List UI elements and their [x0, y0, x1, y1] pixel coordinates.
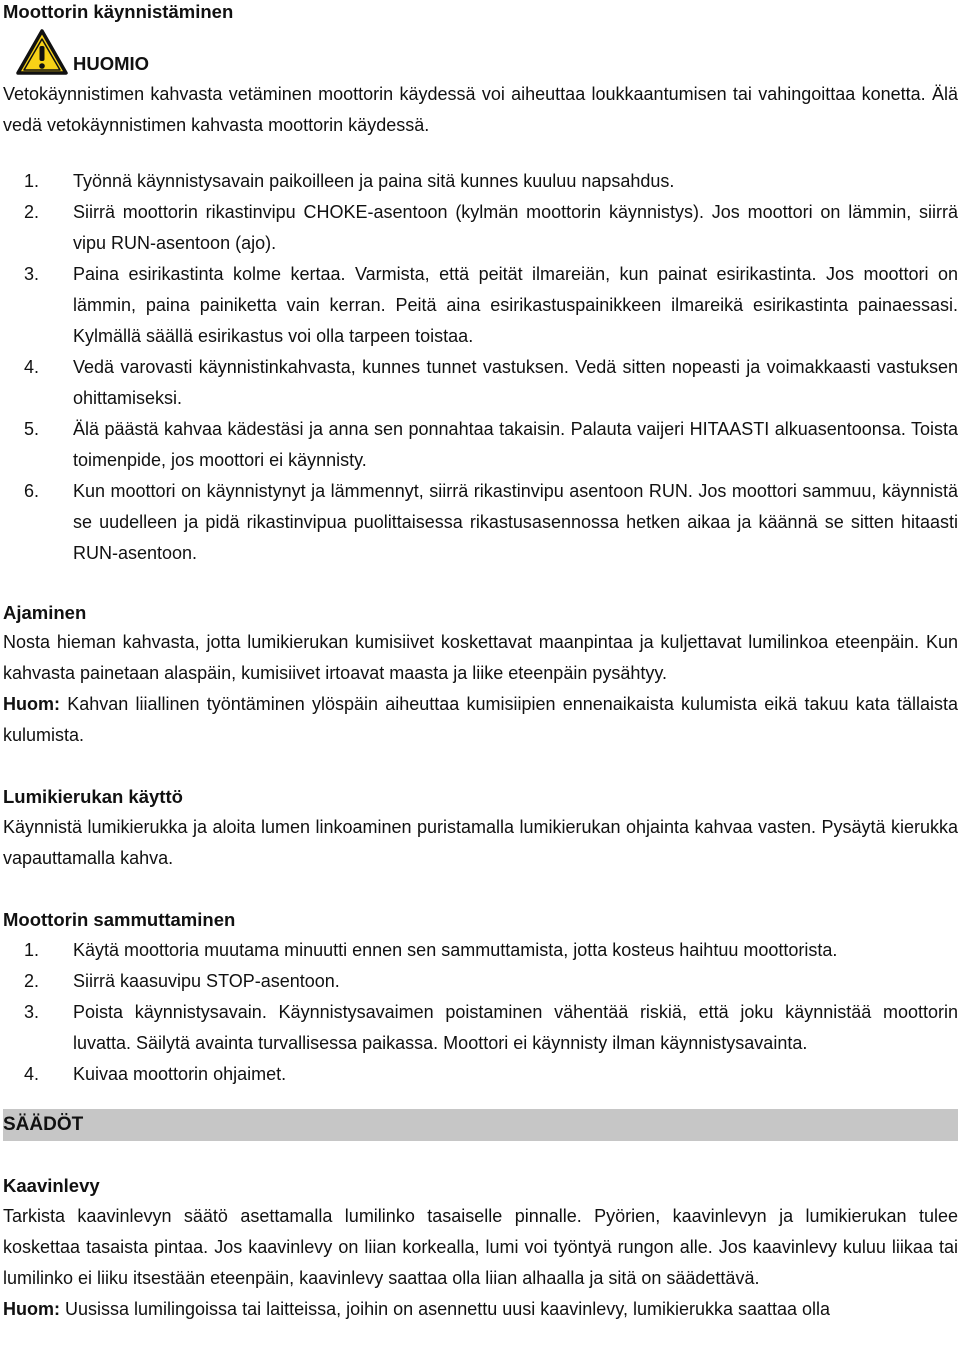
- step-number: 1.: [23, 171, 39, 191]
- warning-triangle-icon: [15, 28, 69, 76]
- warning-text: Vetokäynnistimen kahvasta vetäminen moottorin käydessä voi aiheuttaa loukkaantumisen tai vahingoittaa konetta. Älä vedä vetokäynnistimen kahvasta moottorin käydessä.: [3, 84, 958, 135]
- manual-page: [3, 0, 958, 1325]
- list-item: [3, 197, 958, 259]
- start-steps-list: [3, 166, 958, 569]
- step-number: 5.: [23, 419, 39, 439]
- step-text: Siirrä moottorin rikastinvipu CHOKE-asentoon (kylmän moottorin käynnistys). Jos moottori on lämmin, siirrä vipu RUN-asentoon (ajo).: [73, 202, 958, 253]
- warning-label: HUOMIO: [73, 53, 150, 74]
- step-text: Kun moottori on käynnistynyt ja lämmennyt, siirrä rikastinvipu asentoon RUN. Jos moottori sammuu, käynnistä se uudelleen ja pidä rikastinvipua puolittaisessa rikastusasennossa hetken aikaa ja käännä se sitten hitaasti RUN-asentoon.: [73, 481, 958, 563]
- auger-heading: Lumikierukan käyttö: [3, 786, 183, 807]
- step-text: Älä päästä kahvaa kädestäsi ja anna sen ponnahtaa takaisin. Palauta vaijeri HITAASTI alkuasentoonsa. Toista toimenpide, jos moottori ei käynnisty.: [73, 419, 958, 470]
- step-text: Kuivaa moottorin ohjaimet.: [73, 1064, 287, 1084]
- step-number: 6.: [23, 481, 39, 501]
- scraper-text: Tarkista kaavinlevyn säätö asettamalla lumilinko tasaiselle pinnalle. Pyörien, kaavinlevyn ja lumikierukan tulee koskettaa tasaista pintaa. Jos kaavinlevy on liian korkealla, lumi voi työntyä rungon alle. Jos kaavinlevy kuluu liikaa tai lumilinko ei liiku itsestään eteenpäin, kaavinlevy saattaa olla liian alhaalla ja sitä on säädettävä.: [3, 1206, 958, 1288]
- shutdown-steps-list: [3, 935, 958, 1090]
- shutdown-heading: Moottorin sammuttaminen: [3, 909, 236, 930]
- driving-note: [3, 689, 958, 751]
- note-text: Kahvan liiallinen työntäminen ylöspäin aiheuttaa kumisiipien ennenaikaista kulumista eikä takuu kata tällaista kulumista.: [3, 694, 958, 745]
- list-item: [3, 935, 958, 966]
- note-label: Huom:: [3, 1299, 60, 1319]
- step-text: Käytä moottoria muutama minuutti ennen sen sammuttamista, jotta kosteus haihtuu moottorista.: [73, 940, 838, 960]
- note-label: Huom:: [3, 694, 60, 714]
- list-item: [3, 966, 958, 997]
- step-number: 4.: [23, 1064, 39, 1084]
- step-text: Työnnä käynnistysavain paikoilleen ja paina sitä kunnes kuuluu napsahdus.: [73, 171, 675, 191]
- note-text: Uusissa lumilingoissa tai laitteissa, joihin on asennettu uusi kaavinlevy, lumikierukka saattaa olla: [60, 1299, 831, 1319]
- list-item: [3, 259, 958, 352]
- list-item: [3, 414, 958, 476]
- step-text: Paina esirikastinta kolme kertaa. Varmista, että peität ilmareiän, kun painat esirikastinta. Jos moottori on lämmin, paina painiketta vain kerran. Peitä aina esirikastuspainikkeen ilmareikä esirikastinta painaessasi. Kylmällä säällä esirikastus voi olla tarpeen toistaa.: [73, 264, 958, 346]
- list-item: [3, 352, 958, 414]
- step-number: 4.: [23, 357, 39, 377]
- driving-heading: Ajaminen: [3, 602, 87, 623]
- list-item: [3, 1059, 958, 1090]
- step-number: 3.: [23, 1002, 39, 1022]
- step-number: 3.: [23, 264, 39, 284]
- list-item: [3, 166, 958, 197]
- auger-text: Käynnistä lumikierukka ja aloita lumen linkoaminen puristamalla lumikierukan ohjainta kahvaa vasten. Pysäytä kierukka vapauttamalla kahva.: [3, 817, 958, 868]
- list-item: [3, 476, 958, 569]
- start-heading: Moottorin käynnistäminen: [3, 1, 234, 22]
- section-bar-adjustments: SÄÄDÖT: [3, 1109, 958, 1141]
- scraper-note: [3, 1294, 958, 1325]
- warning-row: [15, 24, 958, 76]
- step-number: 2.: [23, 202, 39, 222]
- step-text: Siirrä kaasuvipu STOP-asentoon.: [73, 971, 340, 991]
- scraper-heading: Kaavinlevy: [3, 1175, 100, 1196]
- driving-text: Nosta hieman kahvasta, jotta lumikierukan kumisiivet koskettavat maanpintaa ja kuljettavat lumilinkoa eteenpäin. Kun kahvasta painetaan alaspäin, kumisiivet irtoavat maasta ja liike eteenpäin pysähtyy.: [3, 632, 958, 683]
- list-item: [3, 997, 958, 1059]
- step-text: Poista käynnistysavain. Käynnistysavaimen poistaminen vähentää riskiä, että joku käynnistää moottorin luvatta. Säilytä avainta turvallisessa paikassa. Moottori ei käynnisty ilman käynnistysavainta.: [73, 1002, 958, 1053]
- step-number: 1.: [23, 940, 39, 960]
- step-number: 2.: [23, 971, 39, 991]
- step-text: Vedä varovasti käynnistinkahvasta, kunnes tunnet vastuksen. Vedä sitten nopeasti ja voimakkaasti vastuksen ohittamiseksi.: [73, 357, 958, 408]
